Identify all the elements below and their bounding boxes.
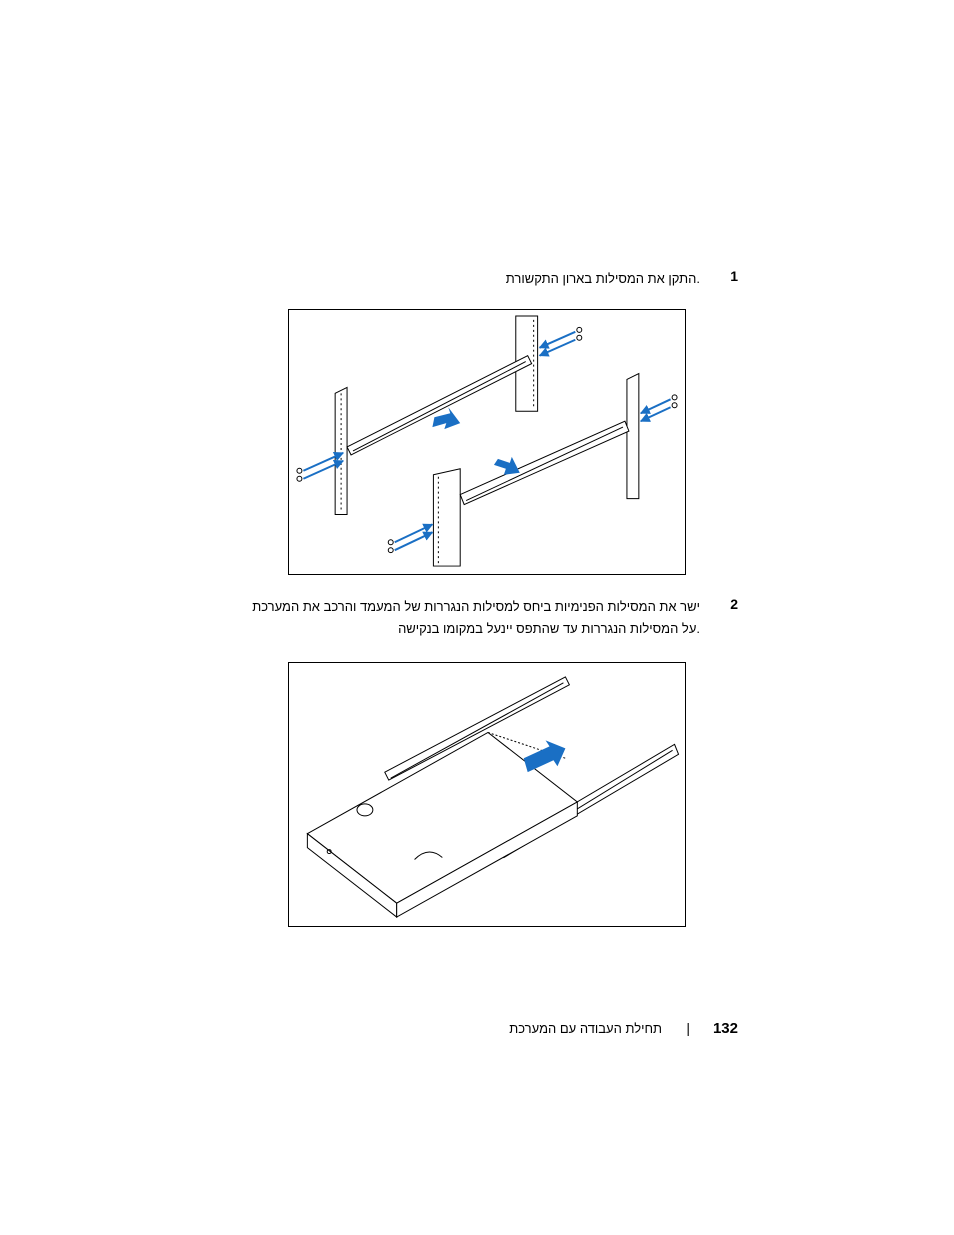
step-2 [200, 596, 738, 644]
step-text-line-2: .על המסילות הנגררות עד שהתפס יינעל במקומו בנקישה [398, 621, 700, 636]
step-text: .התקן את המסילות בארון התקשורת [505, 271, 700, 286]
step-1 [200, 268, 738, 292]
step-text-line-1: ישר את המסילות הפנימיות ביחס למסילות הנגררות של המעמד והרכב את המערכת [252, 599, 700, 614]
screw-icon [672, 395, 677, 408]
figure-rails-install [288, 309, 686, 575]
step-number: 2 [730, 596, 738, 612]
footer-separator: | [686, 1020, 690, 1036]
rail-icon [347, 356, 532, 455]
page-number: 132 [712, 1020, 738, 1037]
arrow-icon [524, 740, 566, 772]
step-number: 1 [730, 268, 738, 284]
arrow-icon [432, 407, 519, 474]
page-footer [400, 1020, 738, 1044]
footer-section-title: תחילת העבודה עם המערכת [509, 1021, 662, 1036]
screw-icon [297, 468, 302, 481]
rack-post-icon [433, 469, 460, 566]
rack-rails-illustration [289, 310, 685, 574]
rail-icon [460, 421, 629, 504]
screw-icon [577, 327, 582, 340]
rack-post-icon [335, 387, 347, 514]
figure-server-onto-rails [288, 662, 686, 927]
screw-icon [388, 540, 393, 553]
server-rails-illustration [289, 663, 685, 926]
rack-post-icon [627, 374, 639, 499]
